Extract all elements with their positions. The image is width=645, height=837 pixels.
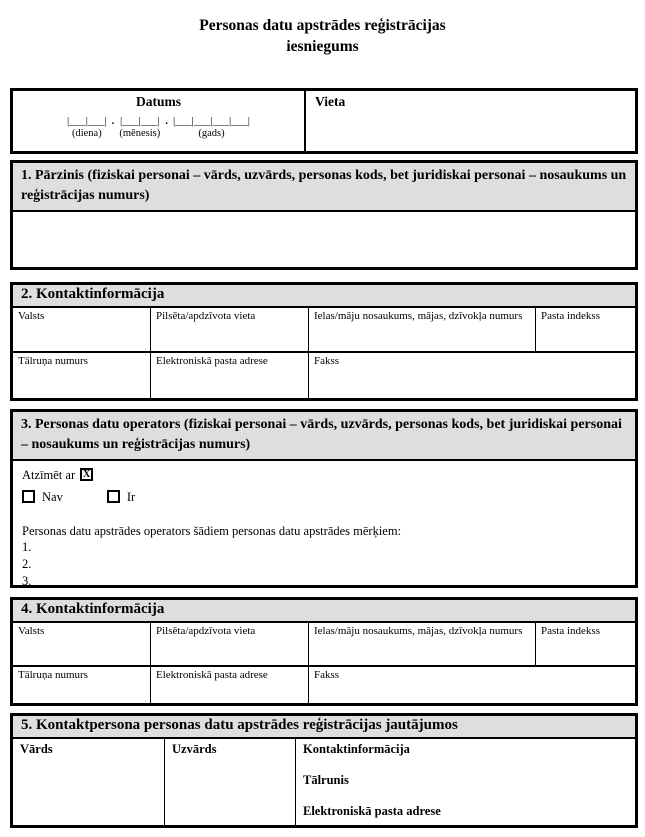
- purposes-intro: Personas datu apstrādes operators šādiem personas datu apstrādes mērķiem:: [22, 523, 402, 538]
- uzvards-cell[interactable]: [165, 739, 296, 825]
- section-2-header: 2. Kontaktinformācija: [13, 285, 635, 308]
- date-year-pattern[interactable]: |___|___|___|___|: [172, 115, 250, 127]
- epasts-cell-2[interactable]: [151, 667, 309, 703]
- section-3-datu-operators: [10, 409, 638, 588]
- valsts-label-2: Valsts: [18, 625, 45, 638]
- pasta-indekss-label: Pasta indekss: [541, 310, 600, 323]
- purpose-line-3[interactable]: [22, 573, 626, 590]
- date-input-row[interactable]: [19, 115, 298, 139]
- section-2-row-2: [13, 353, 635, 398]
- section-5-kontaktpersona: [10, 713, 638, 828]
- date-year-group[interactable]: [173, 115, 250, 139]
- vieta-label: Vieta: [315, 94, 346, 109]
- datums-label: Datums: [135, 94, 181, 109]
- page-title-line1: Personas datu apstrādes reģistrācijas: [199, 17, 446, 34]
- valsts-label: Valsts: [18, 310, 45, 323]
- mark-instruction-label: Atzīmēt ar: [22, 467, 76, 482]
- date-year-caption: (gads): [198, 128, 225, 139]
- iela-cell[interactable]: [309, 308, 536, 351]
- page-title: [0, 16, 645, 58]
- date-day-pattern[interactable]: |___|___|: [67, 115, 107, 127]
- date-month-group[interactable]: [119, 115, 160, 139]
- section-4-row-2: [13, 667, 635, 703]
- section-2-kontaktinformacija: [10, 282, 638, 401]
- pilseta-cell-2[interactable]: [151, 623, 309, 665]
- iela-cell-2[interactable]: [309, 623, 536, 665]
- checkbox-nav[interactable]: [22, 490, 35, 503]
- date-day-group[interactable]: [67, 115, 107, 139]
- talruna-numurs-label-2: Tālruņa numurs: [18, 669, 88, 682]
- fakss-label-2: Fakss: [314, 669, 340, 682]
- purpose-1-number: 1.: [22, 540, 32, 554]
- epasts-label: Elektroniskā pasta adrese: [156, 355, 268, 368]
- valsts-cell-2[interactable]: [13, 623, 151, 665]
- option-nav-label: Nav: [42, 489, 63, 504]
- section-1-header: 1. Pārzinis (fiziskai personai – vārds, uzvārds, personas kods, bet juridiskai personai – nosaukums un reģistrācijas numurs): [13, 163, 635, 212]
- valsts-cell[interactable]: [13, 308, 151, 351]
- section-4-kontaktinformacija: [10, 597, 638, 706]
- section-1-parzinis: [10, 160, 638, 270]
- date-month-caption: (mēnesis): [119, 128, 161, 139]
- kontaktinformacija-label: Kontaktinformācija: [303, 742, 410, 757]
- iela-label: Ielas/māju nosaukums, mājas, dzīvokļa numurs: [314, 310, 523, 323]
- parzinis-input-area[interactable]: [13, 212, 635, 267]
- date-place-box: [10, 88, 638, 154]
- fakss-label: Fakss: [314, 355, 340, 368]
- checkbox-ir[interactable]: [107, 490, 120, 503]
- pilseta-label-2: Pilsēta/apdzīvota vieta: [156, 625, 256, 638]
- epasts-label-2: Elektroniskā pasta adrese: [156, 669, 268, 682]
- purpose-2-number: 2.: [22, 557, 32, 571]
- section-3-body: [13, 461, 635, 595]
- epasts-cell[interactable]: [151, 353, 309, 398]
- fakss-cell-2[interactable]: [309, 667, 635, 703]
- pilseta-cell[interactable]: [151, 308, 309, 351]
- pasta-indekss-cell-2[interactable]: [536, 623, 635, 665]
- option-ir-label: Ir: [126, 489, 136, 504]
- checkbox-x-glyph: X: [82, 468, 91, 480]
- talruna-numurs-label: Tālruņa numurs: [18, 355, 88, 368]
- datums-cell[interactable]: [13, 91, 306, 151]
- section-5-body: [13, 739, 635, 825]
- purpose-line-2[interactable]: [22, 556, 626, 573]
- uzvards-label: Uzvārds: [172, 742, 217, 757]
- section-4-header: 4. Kontaktinformācija: [13, 600, 635, 623]
- talrunis-label[interactable]: Tālrunis: [303, 773, 349, 788]
- purpose-line-1[interactable]: [22, 539, 626, 556]
- pasta-indekss-label-2: Pasta indekss: [541, 625, 600, 638]
- purpose-3-number: 3.: [22, 574, 32, 588]
- vieta-cell[interactable]: [306, 91, 635, 151]
- date-day-caption: (diena): [71, 128, 102, 139]
- talruna-numurs-cell[interactable]: [13, 353, 151, 398]
- talruna-numurs-cell-2[interactable]: [13, 667, 151, 703]
- section-3-header: 3. Personas datu operators (fiziskai personai – vārds, uzvārds, personas kods, bet juridiskai personai – nosaukums un reģistrācijas numurs): [13, 412, 635, 461]
- pasta-indekss-cell[interactable]: [536, 308, 635, 351]
- epasta-adrese-label[interactable]: Elektroniskā pasta adrese: [303, 804, 441, 819]
- date-separator: .: [111, 115, 115, 127]
- fakss-cell[interactable]: [309, 353, 635, 398]
- date-month-pattern[interactable]: |___|___|: [119, 115, 160, 127]
- iela-label-2: Ielas/māju nosaukums, mājas, dzīvokļa numurs: [314, 625, 523, 638]
- vards-label: Vārds: [20, 742, 53, 757]
- section-2-row-1: [13, 308, 635, 353]
- section-4-row-1: [13, 623, 635, 667]
- date-separator: .: [165, 115, 168, 127]
- mark-instruction-line: [22, 466, 626, 484]
- operator-options-line: [22, 488, 626, 506]
- vards-cell[interactable]: [13, 739, 165, 825]
- pilseta-label: Pilsēta/apdzīvota vieta: [156, 310, 256, 323]
- section-5-header: 5. Kontaktpersona personas datu apstrādes reģistrācijas jautājumos: [13, 716, 635, 739]
- page-title-line2: iesniegums: [286, 37, 359, 55]
- kontaktinformacija-cell[interactable]: [296, 739, 635, 825]
- checkbox-checked-icon: [80, 468, 93, 481]
